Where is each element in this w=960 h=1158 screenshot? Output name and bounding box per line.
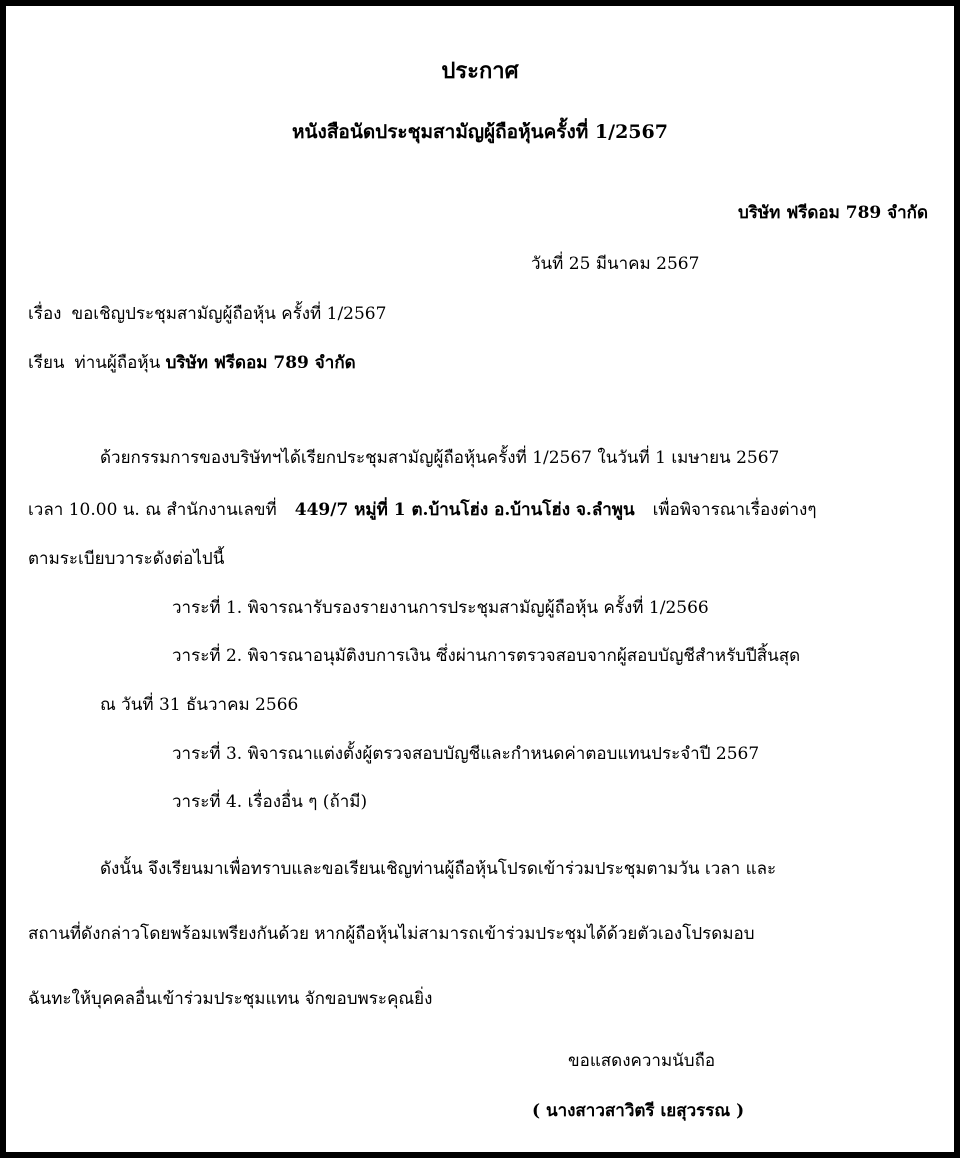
agenda-item-4: วาระที่ 4. เรื่องอื่น ๆ (ถ้ามี) <box>172 792 368 812</box>
document-date: วันที่ 25 มีนาคม 2567 <box>531 254 700 274</box>
signature-name: ( นางสาวสาวิตรี เยสุวรรณ ) <box>532 1101 745 1121</box>
recipient-text: ท่านผู้ถือหุ้น <box>74 353 161 373</box>
agenda-item-3: วาระที่ 3. พิจารณาแต่งตั้งผู้ตรวจสอบบัญชีและกำหนดค่าตอบแทนประจำปี 2567 <box>172 744 760 764</box>
document-subtitle: หนังสือนัดประชุมสามัญผู้ถือหุ้นครั้งที่ 1/2567 <box>292 121 668 143</box>
recipient-label: เรียน <box>28 353 65 373</box>
agenda-item-1: วาระที่ 1. พิจารณารับรองรายงานการประชุมสามัญผู้ถือหุ้น ครั้งที่ 1/2566 <box>172 598 709 618</box>
intro-suffix: เพื่อพิจารณาเรื่องต่างๆ <box>652 500 817 520</box>
body-intro-line-2 <box>28 498 934 522</box>
document-title: ประกาศ <box>441 58 519 84</box>
agenda-item-2-continuation: ณ วันที่ 31 ธันวาคม 2566 <box>100 695 299 715</box>
body-intro-line-1: ด้วยกรรมการของบริษัทฯได้เรียกประชุมสามัญผู้ถือหุ้นครั้งที่ 1/2567 ในวันที่ 1 เมษายน 2567 <box>100 448 780 468</box>
closing-line-2: สถานที่ดังกล่าวโดยพร้อมเพรียงกันด้วย หากผู้ถือหุ้นไม่สามารถเข้าร่วมประชุมได้ด้วยตัวเองโปรดมอบ <box>28 924 755 944</box>
body-intro-line-3: ตามระเบียบวาระดังต่อไปนี้ <box>28 549 225 569</box>
company-name: บริษัท ฟรีดอม 789 จำกัด <box>737 203 928 223</box>
agenda-item-2: วาระที่ 2. พิจารณาอนุมัติงบการเงิน ซึ่งผ่านการตรวจสอบจากผู้สอบบัญชีสำหรับปีสิ้นสุด <box>172 646 801 666</box>
closing-line-1: ดังนั้น จึงเรียนมาเพื่อทราบและขอเรียนเชิญท่านผู้ถือหุ้นโปรดเข้าร่วมประชุมตามวัน เวลา และ <box>100 859 777 879</box>
subject-line <box>28 302 386 326</box>
closing-line-3: ฉันทะให้บุคคลอื่นเข้าร่วมประชุมแทน จักขอบพระคุณยิ่ง <box>28 989 433 1009</box>
recipient-line <box>28 351 356 375</box>
signature-regards: ขอแสดงความนับถือ <box>568 1051 716 1071</box>
subject-text: ขอเชิญประชุมสามัญผู้ถือหุ้น ครั้งที่ 1/2567 <box>71 304 387 324</box>
intro-prefix: เวลา 10.00 น. ณ สำนักงานเลขที่ <box>28 500 277 520</box>
recipient-company: บริษัท ฟรีดอม 789 จำกัด <box>165 353 356 373</box>
meeting-address: 449/7 หมู่ที่ 1 ต.บ้านโฮ่ง อ.บ้านโฮ่ง จ.ลำพูน <box>294 500 635 520</box>
subject-label: เรื่อง <box>28 304 62 324</box>
